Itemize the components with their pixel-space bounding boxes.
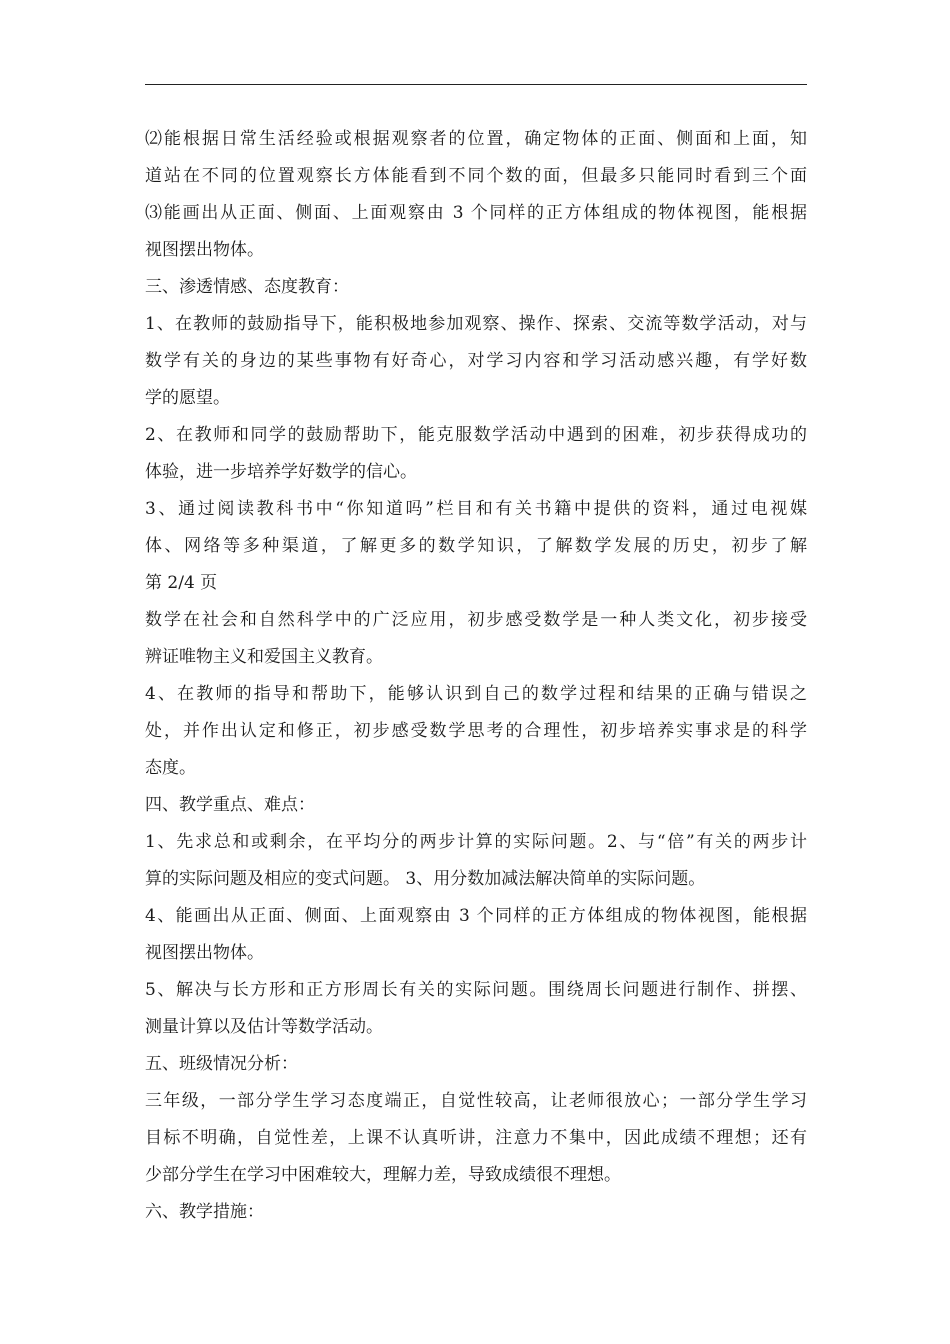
text-line: 2、在教师和同学的鼓励帮助下，能克服数学活动中遇到的困难，初步获得成功的 — [145, 425, 807, 445]
text-line: 态度。 — [145, 758, 196, 778]
text-line: 五、班级情况分析： — [145, 1054, 298, 1074]
text-line: 学的愿望。 — [145, 388, 230, 408]
text-line: 测量计算以及估计等数学活动。 — [145, 1017, 383, 1037]
text-line: 数学在社会和自然科学中的广泛应用，初步感受数学是一种人类文化，初步接受 — [145, 610, 807, 630]
text-line: 算的实际问题及相应的变式问题。 3、用分数加减法解决简单的实际问题。 — [145, 869, 706, 889]
text-line: 1、在教师的鼓励指导下，能积极地参加观察、操作、探索、交流等数学活动，对与 — [145, 314, 807, 334]
text-line: ⑶能画出从正面、侧面、上面观察由 3 个同样的正方体组成的物体视图，能根据 — [145, 203, 807, 223]
text-line: 5、解决与长方形和正方形周长有关的实际问题。围绕周长问题进行制作、拼摆、 — [145, 980, 807, 1000]
text-line: ⑵能根据日常生活经验或根据观察者的位置，确定物体的正面、侧面和上面，知 — [145, 129, 807, 149]
document-body — [145, 121, 807, 1231]
text-line: 视图摆出物体。 — [145, 943, 264, 963]
text-line: 视图摆出物体。 — [145, 240, 264, 260]
text-line: 体验，进一步培养学好数学的信心。 — [145, 462, 417, 482]
text-line: 道站在不同的位置观察长方体能看到不同个数的面，但最多只能同时看到三个面 — [145, 166, 807, 186]
text-line: 三年级，一部分学生学习态度端正，自觉性较高，让老师很放心；一部分学生学习 — [145, 1091, 807, 1111]
text-line: 第 2/4 页 — [145, 573, 218, 593]
text-line: 目标不明确，自觉性差，上课不认真听讲，注意力不集中，因此成绩不理想；还有 — [145, 1128, 807, 1148]
text-line: 处，并作出认定和修正，初步感受数学思考的合理性，初步培养实事求是的科学 — [145, 721, 807, 741]
text-line: 3、通过阅读教科书中“你知道吗”栏目和有关书籍中提供的资料，通过电视媒 — [145, 499, 807, 519]
text-line: 六、教学措施： — [145, 1202, 264, 1222]
text-line: 4、在教师的指导和帮助下，能够认识到自己的数学过程和结果的正确与错误之 — [145, 684, 807, 704]
text-line: 1、先求总和或剩余，在平均分的两步计算的实际问题。2、与“倍”有关的两步计 — [145, 832, 807, 852]
text-line: 三、渗透情感、态度教育： — [145, 277, 349, 297]
text-line: 体、网络等多种渠道，了解更多的数学知识，了解数学发展的历史，初步了解 — [145, 536, 807, 556]
text-line: 4、能画出从正面、侧面、上面观察由 3 个同样的正方体组成的物体视图，能根据 — [145, 906, 807, 926]
text-line: 四、教学重点、难点： — [145, 795, 315, 815]
header-rule — [145, 84, 807, 85]
text-line: 数学有关的身边的某些事物有好奇心，对学习内容和学习活动感兴趣，有学好数 — [145, 351, 807, 371]
text-line: 辨证唯物主义和爱国主义教育。 — [145, 647, 383, 667]
text-line: 少部分学生在学习中困难较大，理解力差，导致成绩很不理想。 — [145, 1165, 621, 1185]
